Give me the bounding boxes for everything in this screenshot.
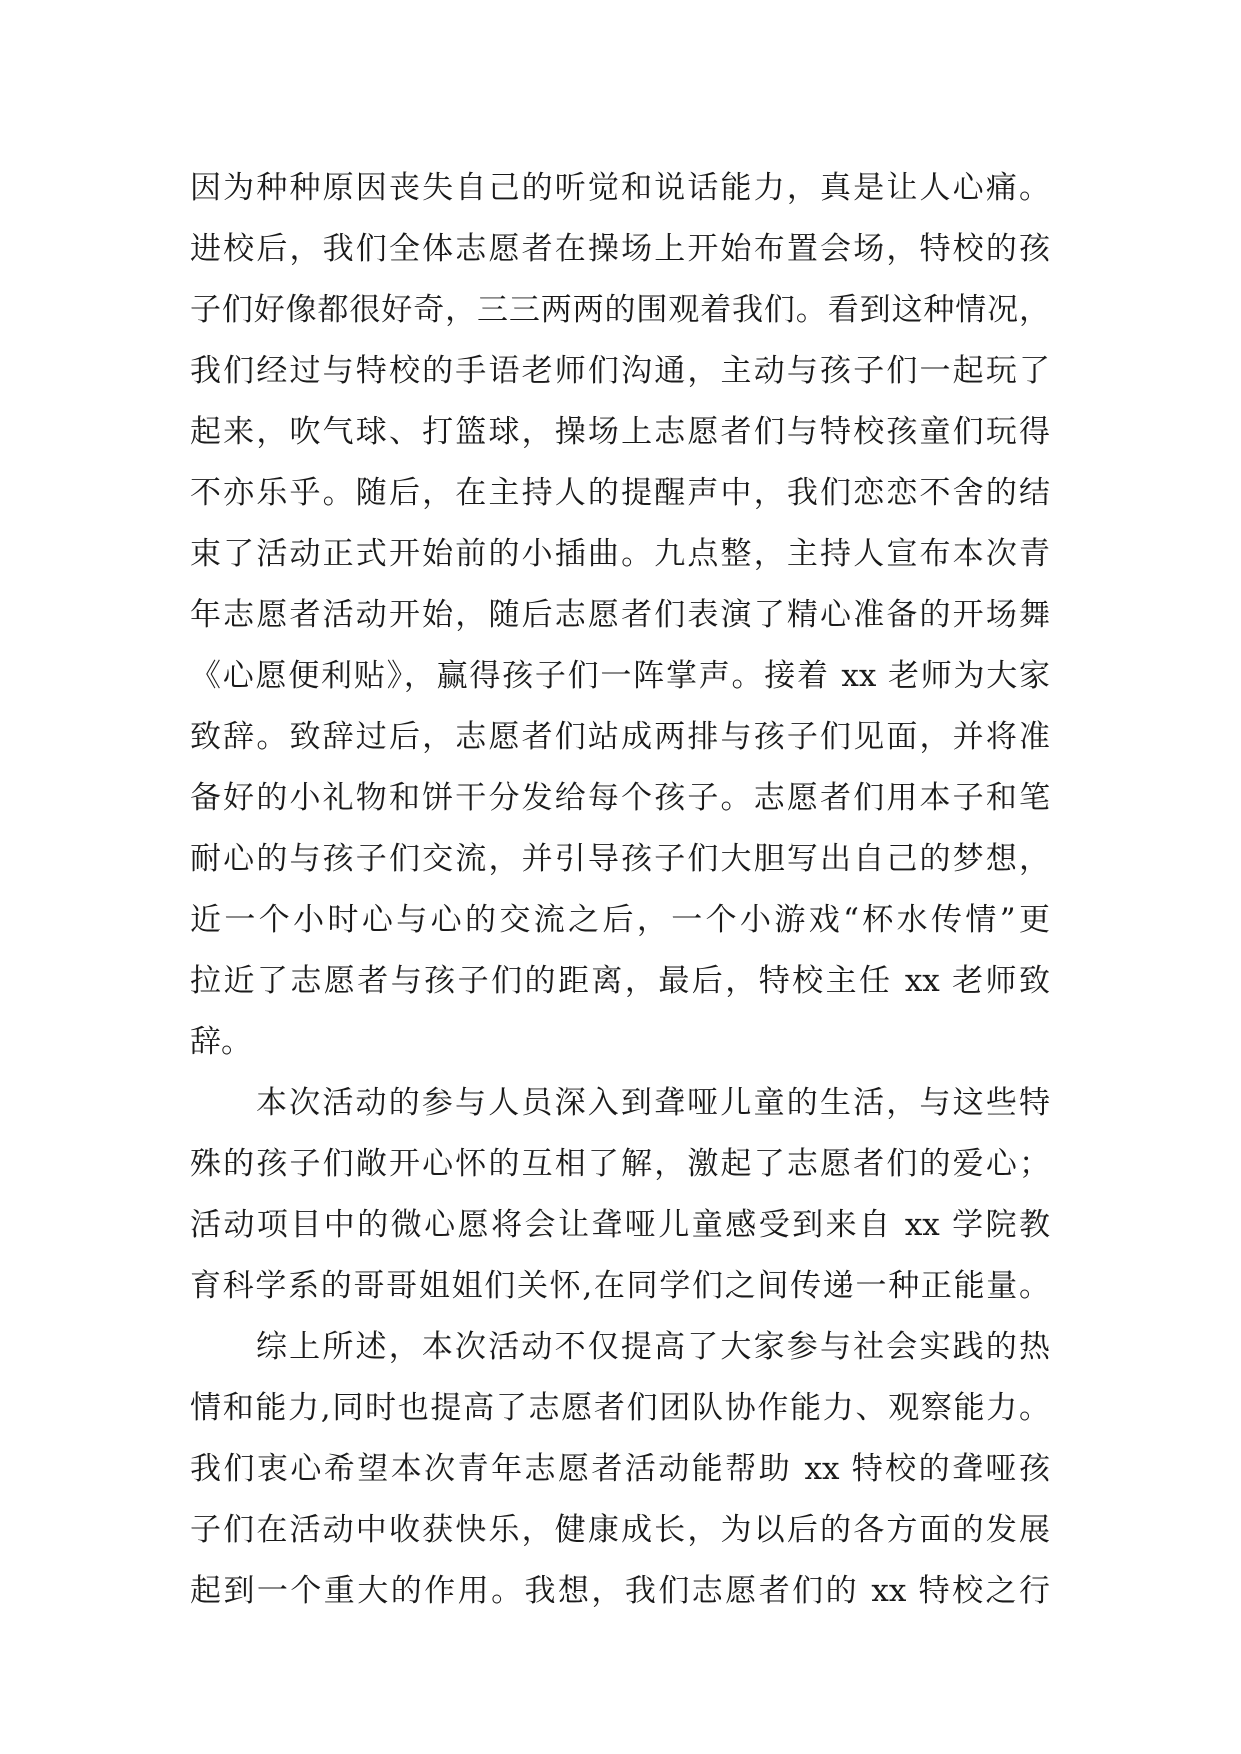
text-line: 本次活动的参与人员深入到聋哑儿童的生活，与这些特 xyxy=(256,1085,1050,1121)
text-line: 起来，吹气球、打篮球，操场上志愿者们与特校孩童们玩得 xyxy=(190,414,1050,450)
text-line: 殊的孩子们敞开心怀的互相了解，激起了志愿者们的爱心； xyxy=(190,1146,1050,1182)
text-line: 辞。 xyxy=(190,1024,252,1060)
text-line: 近一个小时心与心的交流之后，一个小游戏“杯水传情”更 xyxy=(190,902,1050,938)
text-line: 因为种种原因丧失自己的听觉和说话能力，真是让人心痛。 xyxy=(190,170,1050,206)
text-line: 《心愿便利贴》，赢得孩子们一阵掌声。接着 xx 老师为大家 xyxy=(190,658,1050,694)
text-line: 致辞。致辞过后，志愿者们站成两排与孩子们见面，并将准 xyxy=(190,719,1050,755)
text-line: 备好的小礼物和饼干分发给每个孩子。志愿者们用本子和笔 xyxy=(190,780,1050,816)
text-line: 我们经过与特校的手语老师们沟通，主动与孩子们一起玩了 xyxy=(190,353,1050,389)
text-line: 子们好像都很好奇，三三两两的围观着我们。看到这种情况， xyxy=(190,292,1050,328)
text-line: 综上所述，本次活动不仅提高了大家参与社会实践的热 xyxy=(256,1329,1050,1365)
text-line: 拉近了志愿者与孩子们的距离，最后，特校主任 xx 老师致 xyxy=(190,963,1050,999)
text-line: 我们衷心希望本次青年志愿者活动能帮助 xx 特校的聋哑孩 xyxy=(190,1451,1050,1487)
body-text xyxy=(190,158,1050,1622)
text-line: 束了活动正式开始前的小插曲。九点整，主持人宣布本次青 xyxy=(190,536,1050,572)
text-line: 活动项目中的微心愿将会让聋哑儿童感受到来自 xx 学院教 xyxy=(190,1207,1050,1243)
text-line: 进校后，我们全体志愿者在操场上开始布置会场，特校的孩 xyxy=(190,231,1050,267)
text-line: 育科学系的哥哥姐姐们关怀,在同学们之间传递一种正能量。 xyxy=(190,1268,1050,1304)
text-line: 年志愿者活动开始，随后志愿者们表演了精心准备的开场舞 xyxy=(190,597,1050,633)
text-line: 耐心的与孩子们交流，并引导孩子们大胆写出自己的梦想， xyxy=(190,841,1050,877)
text-line: 不亦乐乎。随后，在主持人的提醒声中，我们恋恋不舍的结 xyxy=(190,475,1050,511)
text-line: 起到一个重大的作用。我想，我们志愿者们的 xx 特校之行 xyxy=(190,1573,1050,1609)
text-line: 子们在活动中收获快乐，健康成长，为以后的各方面的发展 xyxy=(190,1512,1050,1548)
text-line: 情和能力,同时也提高了志愿者们团队协作能力、观察能力。 xyxy=(190,1390,1050,1426)
